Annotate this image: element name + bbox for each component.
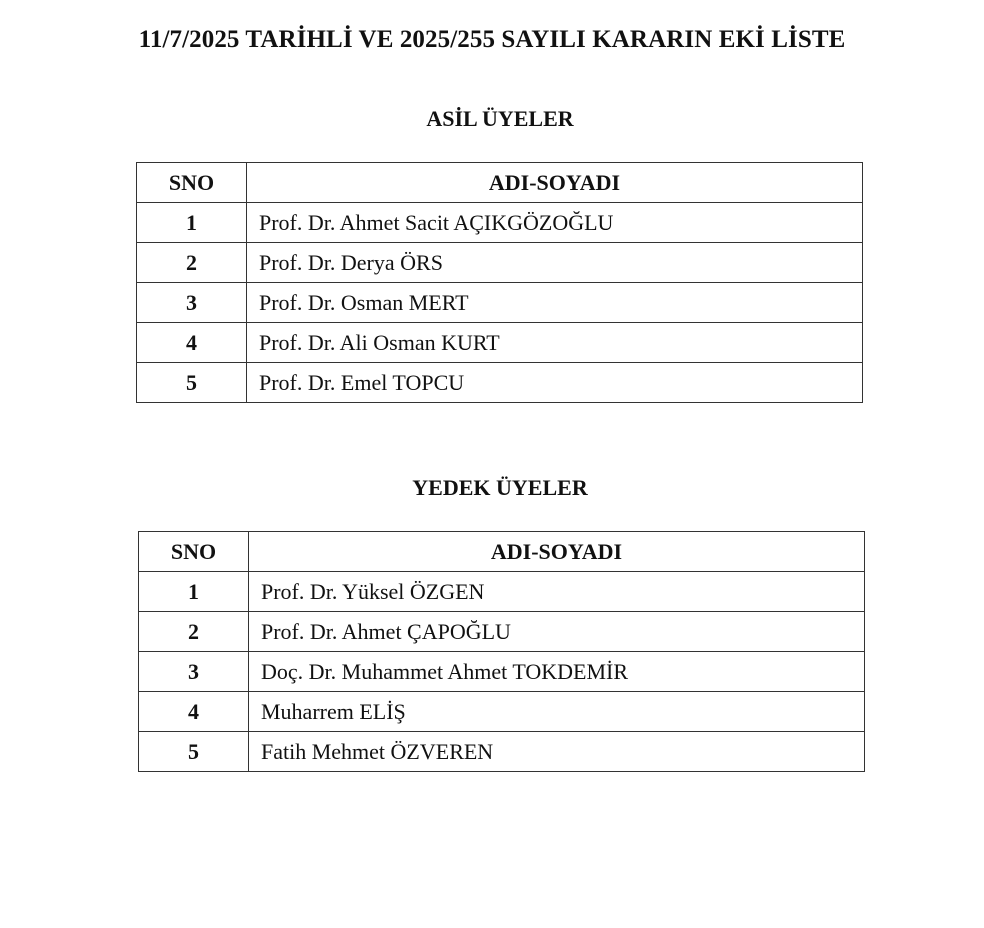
yedek-members-table [138,531,865,772]
table-row [139,732,865,772]
table-header-row [139,532,865,572]
sno-cell: 2 [139,612,249,652]
name-cell: Prof. Dr. Ahmet ÇAPOĞLU [249,612,865,652]
name-cell: Prof. Dr. Emel TOPCU [247,363,863,403]
name-cell: Fatih Mehmet ÖZVEREN [249,732,865,772]
sno-cell: 4 [137,323,247,363]
table-row [137,363,863,403]
sno-cell: 2 [137,243,247,283]
name-column-header: ADI-SOYADI [247,163,863,203]
name-cell: Muharrem ELİŞ [249,692,865,732]
table-row [137,203,863,243]
sno-cell: 3 [137,283,247,323]
document-title: 11/7/2025 TARİHLİ VE 2025/255 SAYILI KARARIN EKİ LİSTE [138,26,846,53]
table-row [137,283,863,323]
table-row [139,612,865,652]
sno-cell: 3 [139,652,249,692]
table-row [137,323,863,363]
sno-column-header: SNO [137,163,247,203]
sno-column-header: SNO [139,532,249,572]
table-row [139,572,865,612]
sno-cell: 4 [139,692,249,732]
name-cell: Prof. Dr. Derya ÖRS [247,243,863,283]
sno-cell: 5 [137,363,247,403]
name-cell: Doç. Dr. Muhammet Ahmet TOKDEMİR [249,652,865,692]
asil-section-title: ASİL ÜYELER [426,106,574,131]
name-cell: Prof. Dr. Yüksel ÖZGEN [249,572,865,612]
sno-cell: 1 [137,203,247,243]
name-cell: Prof. Dr. Ahmet Sacit AÇIKGÖZOĞLU [247,203,863,243]
name-cell: Prof. Dr. Ali Osman KURT [247,323,863,363]
table-row [139,652,865,692]
table-row [139,692,865,732]
yedek-section-title: YEDEK ÜYELER [412,475,588,500]
name-column-header: ADI-SOYADI [249,532,865,572]
table-header-row [137,163,863,203]
name-cell: Prof. Dr. Osman MERT [247,283,863,323]
sno-cell: 5 [139,732,249,772]
sno-cell: 1 [139,572,249,612]
asil-members-table [136,162,863,403]
table-row [137,243,863,283]
